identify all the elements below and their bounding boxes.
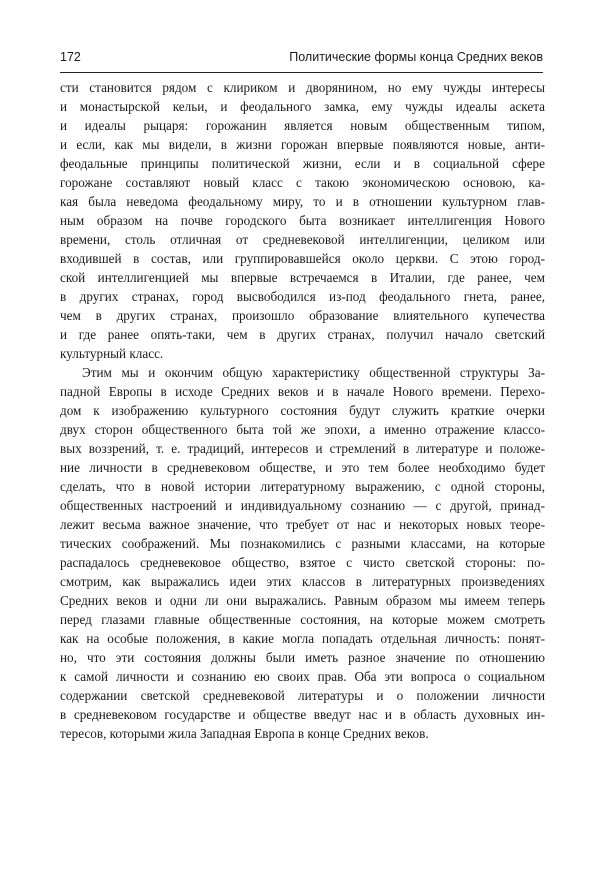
- page-number: 172: [60, 50, 81, 64]
- text-line: дом к изображению культурного состояния будут служить краткие очерки: [60, 403, 545, 418]
- text-line: в средневековом государстве и обществе введут нас и в область духовных ин-: [60, 707, 545, 722]
- text-line: но, что эти состояния должны были иметь разное значение по отношению: [60, 650, 545, 665]
- text-line: Средних веков и одни ли они выражались. Равным образом мы имеем теперь: [60, 593, 545, 608]
- header-divider: [60, 72, 543, 73]
- text-line: и если, как мы видели, в жизни горожан впервые появляются новые, анти-: [60, 137, 545, 152]
- running-head: Политические формы конца Средних веков: [289, 50, 543, 64]
- text-line: тических соображений. Мы познакомились с разными классами, на которые: [60, 536, 545, 551]
- text-line: перед глазами главные общественные состояния, на которые можем смотреть: [60, 612, 545, 627]
- text-line: времени, столь отличная от средневековой интеллигенции, целиком или: [60, 232, 545, 247]
- text-line: феодальные принципы политической жизни, если и в социальной сфере: [60, 156, 545, 171]
- text-line: ние личности в средневековом обществе, и это тем более необходимо будет: [60, 460, 545, 475]
- text-line: кая была неведома феодальному миру, то и в отношении культурном глав-: [60, 194, 545, 209]
- text-line: лежит весьма важное значение, что требует от нас и некоторых новых теоре-: [60, 517, 545, 532]
- text-line: Этим мы и окончим общую характеристику общественной структуры За-: [82, 365, 545, 380]
- text-line: и монастырской кельи, и феодального замка, ему чужды идеалы аскета: [60, 99, 545, 114]
- text-line: двух сторон общественного быта той же эпохи, а именно отражение классо-: [60, 422, 545, 437]
- text-line: горожане составляют новый класс с такою экономическою основою, ка-: [60, 175, 545, 190]
- text-line: ным образом на почве городского быта возникает интеллигенция Нового: [60, 213, 545, 228]
- text-line: культурный класс.: [60, 346, 164, 361]
- body-text: [60, 78, 545, 743]
- text-line: ской интеллигенцией мы впервые встречаемся в Италии, где ранее, чем: [60, 270, 545, 285]
- page-header: [60, 50, 543, 68]
- text-line: общественных настроений и индивидуальному сознанию — с другой, принад-: [60, 498, 545, 513]
- text-line: вых воззрений, т. е. традиций, интересов и стремлений в литературе и положе-: [60, 441, 545, 456]
- text-line: распадалось средневековое общество, взятое с чисто светской стороны: по-: [60, 555, 545, 570]
- text-line: сделать, что в новой истории литературному выражению, с одной стороны,: [60, 479, 545, 494]
- text-line: входившей в состав, или группировавшейся около церкви. С этою город-: [60, 251, 545, 266]
- text-line: падной Европы в исходе Средних веков и в начале Нового времени. Перехо-: [60, 384, 545, 399]
- text-line: тересов, которыми жила Западная Европа в конце Средних веков.: [60, 726, 429, 741]
- text-line: смотрим, как выражались идеи этих классов в литературных произведениях: [60, 574, 545, 589]
- text-line: в других странах, город высвободился из-под феодального гнета, ранее,: [60, 289, 545, 304]
- paragraph-2: [60, 363, 545, 743]
- text-line: и где ранее опять-таки, чем в других странах, получил начало светский: [60, 327, 545, 342]
- text-line: сти становится рядом с клириком и дворянином, но ему чужды интересы: [60, 80, 545, 95]
- text-line: и идеалы рыцаря: горожанин является новым общественным типом,: [60, 118, 545, 133]
- text-line: как на особые положения, в какие могла попадать отдельная личность: понят-: [60, 631, 545, 646]
- paragraph-1: [60, 78, 545, 363]
- text-line: чем в других странах, произошло образование влиятельного купечества: [60, 308, 545, 323]
- text-line: содержании светской средневековой литературы и о положении личности: [60, 688, 545, 703]
- text-line: к самой личности и сознанию ею своих прав. Оба эти вопроса о социальном: [60, 669, 545, 684]
